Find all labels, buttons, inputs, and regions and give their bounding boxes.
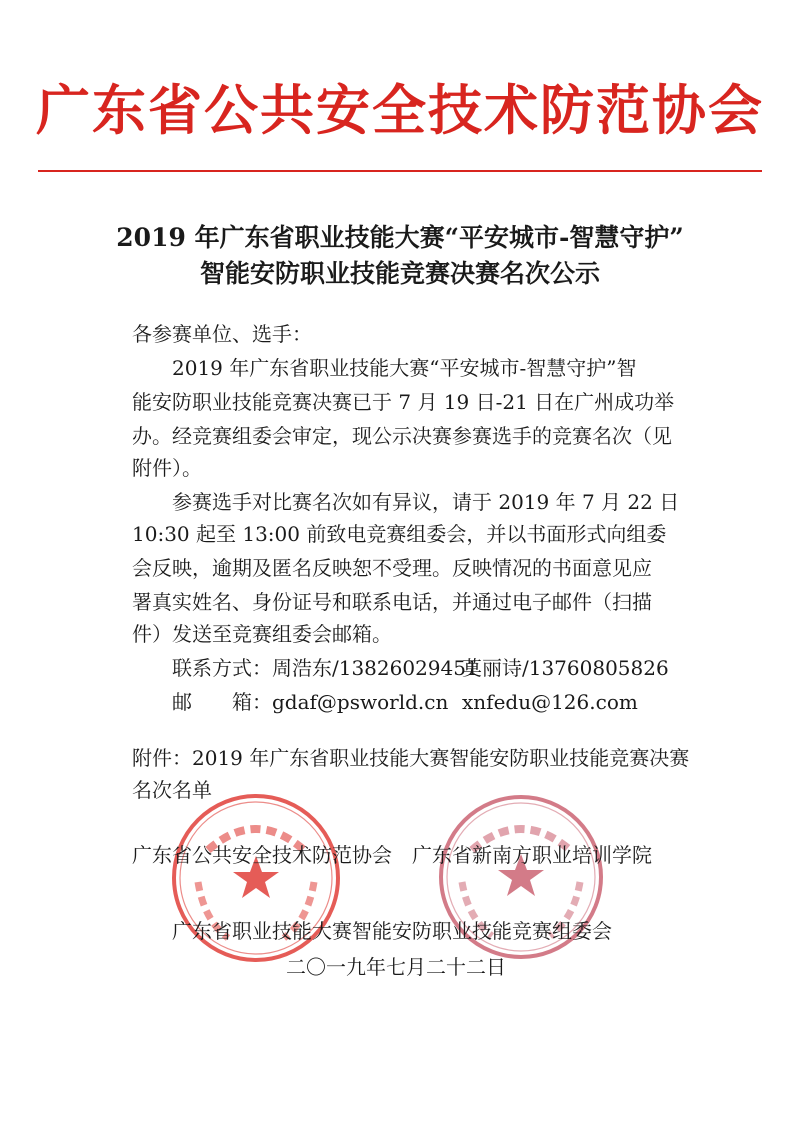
signature-org-2: 广东省新南方职业培训学院: [412, 843, 652, 867]
signature-org-1: 广东省公共安全技术防范协会: [132, 843, 392, 867]
contact-label: 联系方式：: [172, 656, 272, 680]
salutation: 各参赛单位、选手：: [132, 322, 312, 346]
contact-1: 周浩东/13826029451: [272, 656, 479, 680]
email-label: 邮 箱：: [172, 690, 272, 714]
document-date: 二〇一九年七月二十二日: [286, 955, 506, 979]
paragraph-1-line-4: 附件）。: [132, 456, 202, 480]
paragraph-1-line-1: 2019 年广东省职业技能大赛“平安城市-智慧守护”智: [172, 356, 637, 380]
document-title-line-1: 2019 年广东省职业技能大赛“平安城市-智慧守护”: [116, 223, 684, 252]
paragraph-2-line-1: 参赛选手对比赛名次如有异议，请于 2019 年 7 月 22 日: [172, 490, 680, 514]
email-1: gdaf@psworld.cn: [272, 690, 449, 714]
email-2: xnfedu@126.com: [462, 690, 638, 714]
paragraph-2-line-2: 10:30 起至 13:00 前致电竞赛组委会，并以书面形式向组委: [132, 522, 667, 546]
paragraph-2-line-4: 署真实姓名、身份证号和联系电话，并通过电子邮件（扫描: [132, 590, 652, 614]
paragraph-1-line-2: 能安防职业技能竞赛决赛已于 7 月 19 日-21 日在广州成功举: [132, 390, 675, 414]
attachment-line-1: 附件：2019 年广东省职业技能大赛智能安防职业技能竞赛决赛: [132, 746, 690, 770]
letterhead-divider: [38, 170, 762, 172]
signature-committee: 广东省职业技能大赛智能安防职业技能竞赛组委会: [172, 919, 612, 943]
attachment-line-2: 名次名单: [132, 778, 212, 802]
letterhead-title: 广东省公共安全技术防范协会: [36, 78, 764, 142]
document-title-line-2: 智能安防职业技能竞赛决赛名次公示: [199, 259, 600, 288]
paragraph-1-line-3: 办。经竞赛组委会审定，现公示决赛参赛选手的竞赛名次（见: [132, 424, 672, 448]
paragraph-2-line-5: 件）发送至竞赛组委会邮箱。: [132, 622, 392, 646]
paragraph-2-line-3: 会反映，逾期及匿名反映恕不受理。反映情况的书面意见应: [132, 556, 652, 580]
contact-2: 莫丽诗/13760805826: [462, 656, 669, 680]
